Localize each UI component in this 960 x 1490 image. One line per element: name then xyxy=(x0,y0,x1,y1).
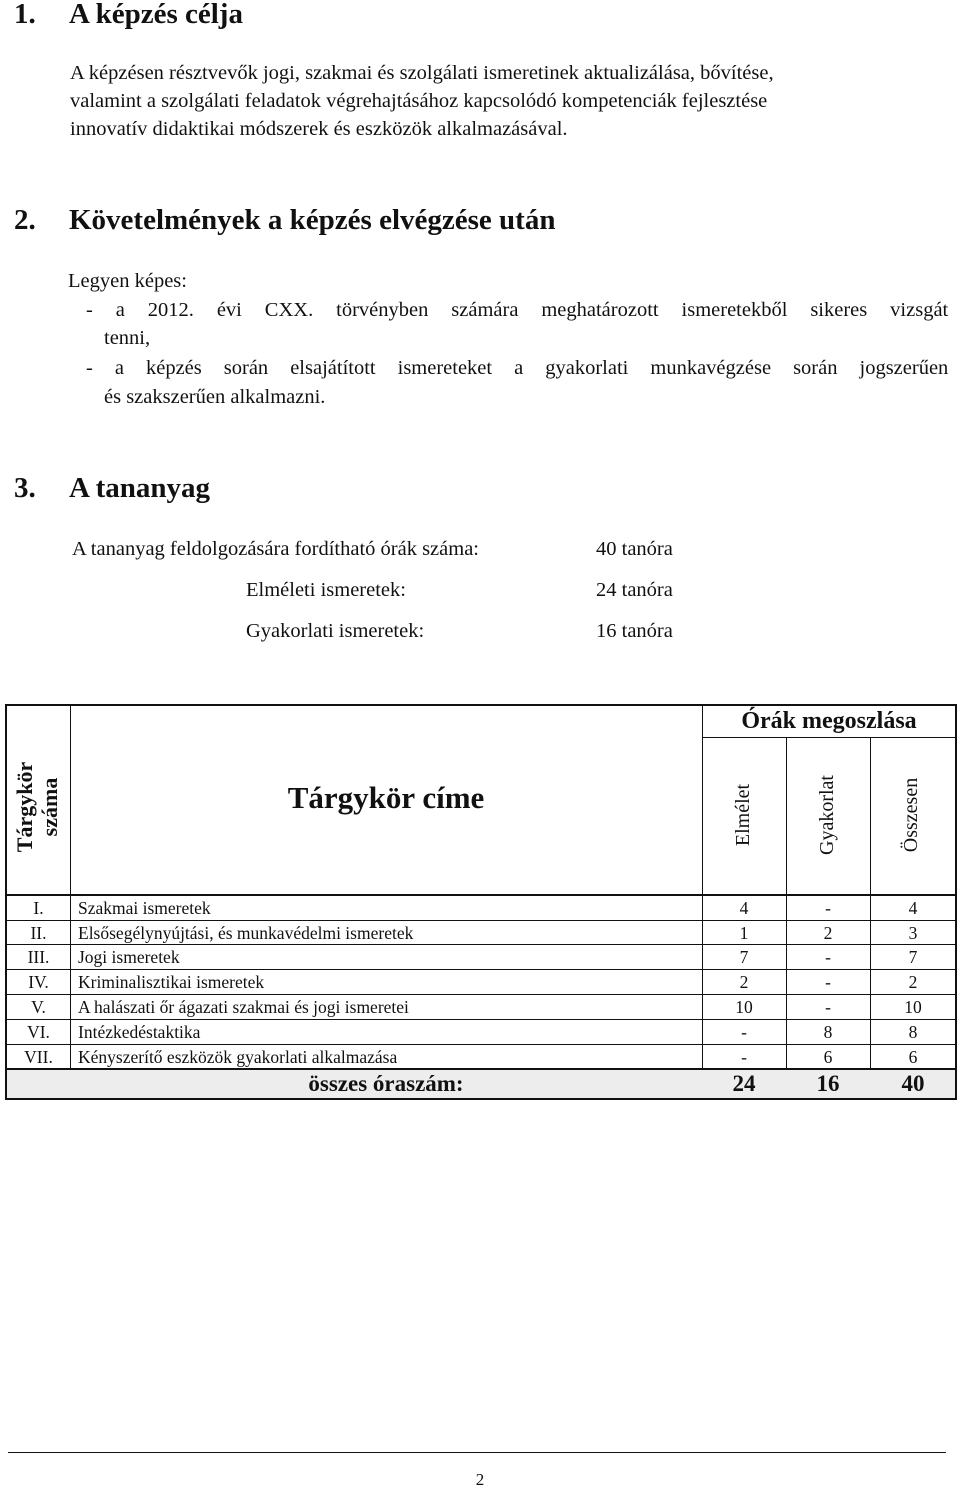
section-2-item-2-line-1: - a képzés során elsajátított ismereteket a gyakorlati munkavégzése során jogszerűen xyxy=(86,357,949,379)
row-title: Elsősegélynyújtási, és munkavédelmi ismeretek xyxy=(78,923,414,943)
row-title: Jogi ismeretek xyxy=(78,947,180,967)
hours-total-label: A tananyag feldolgozására fordítható órák száma: xyxy=(72,538,479,560)
row-total: 6 xyxy=(908,1047,918,1067)
row-number: VI. xyxy=(27,1022,50,1042)
section-3-title: A tananyag xyxy=(69,472,211,504)
header-theory: Elmélet xyxy=(732,783,754,847)
row-practice: - xyxy=(825,898,831,918)
row-title: Kriminalisztikai ismeretek xyxy=(78,972,265,992)
section-1-line-2: valamint a szolgálati feladatok végrehajtásához kapcsolódó kompetenciák fejlesztése xyxy=(70,90,768,112)
table-header-bottom-line xyxy=(5,894,957,896)
table-row-line xyxy=(5,1044,957,1045)
hours-theory-value: 24 tanóra xyxy=(596,579,673,601)
total-label: összes óraszám: xyxy=(308,1071,464,1096)
row-number: I. xyxy=(33,898,44,918)
section-1-title: A képzés célja xyxy=(69,0,243,30)
table-row-line xyxy=(5,1019,957,1020)
row-theory: - xyxy=(741,1022,747,1042)
section-3-heading xyxy=(14,472,211,505)
header-topic-number xyxy=(12,742,62,872)
header-topic-number-line-2: száma xyxy=(37,777,62,837)
header-hours-distribution: Órák megoszlása xyxy=(741,708,917,734)
row-theory: 10 xyxy=(735,997,753,1017)
header-topic-title: Tárgykör címe xyxy=(287,780,485,815)
total-practice: 16 xyxy=(816,1071,840,1096)
hours-theory-label: Elméleti ismeretek: xyxy=(246,579,406,601)
row-total: 3 xyxy=(908,923,918,943)
table-hours-header-line xyxy=(702,737,956,738)
row-practice: 6 xyxy=(823,1047,833,1067)
table-row-line xyxy=(5,969,957,970)
table-row-line xyxy=(5,944,957,945)
section-1-line-3: innovatív didaktikai módszerek és eszközök alkalmazásával. xyxy=(70,118,568,140)
row-number: VII. xyxy=(24,1047,53,1067)
row-theory: 4 xyxy=(739,898,749,918)
row-total: 2 xyxy=(908,972,918,992)
row-number: V. xyxy=(31,997,46,1017)
table-col-divider-1 xyxy=(70,704,71,1100)
section-2-number: 2. xyxy=(14,204,36,236)
section-1-line-1: A képzésen résztvevők jogi, szakmai és szolgálati ismeretinek aktualizálása, bővítése, xyxy=(70,62,774,84)
header-total: Összesen xyxy=(900,777,922,853)
row-practice: 8 xyxy=(823,1022,833,1042)
row-practice: - xyxy=(825,947,831,967)
table-row-line xyxy=(5,994,957,995)
footer-divider xyxy=(8,1452,946,1453)
row-theory: - xyxy=(741,1047,747,1067)
row-total: 8 xyxy=(908,1022,918,1042)
hours-total-value: 40 tanóra xyxy=(596,538,673,560)
table-row-line xyxy=(5,920,957,921)
hours-practice-value: 16 tanóra xyxy=(596,620,673,642)
section-2-item-1-line-2: tenni, xyxy=(104,327,151,349)
row-title: Intézkedéstaktika xyxy=(78,1022,201,1042)
header-practice: Gyakorlat xyxy=(816,775,838,855)
row-number: IV. xyxy=(28,972,49,992)
row-number: III. xyxy=(27,947,50,967)
total-total: 40 xyxy=(901,1071,925,1096)
section-1-number: 1. xyxy=(14,0,36,30)
row-title: Kényszerítő eszközök gyakorlati alkalmazása xyxy=(78,1047,398,1067)
header-topic-number-line-1: Tárgykör xyxy=(12,761,37,853)
row-practice: 2 xyxy=(823,923,833,943)
section-1-heading xyxy=(14,0,243,31)
row-title: Szakmai ismeretek xyxy=(78,898,211,918)
section-2-item-1-line-1: - a 2012. évi CXX. törvényben számára meghatározott ismeretekből sikeres vizsgát xyxy=(86,299,949,321)
row-title: A halászati őr ágazati szakmai és jogi ismeretei xyxy=(78,997,409,1017)
row-number: II. xyxy=(30,923,47,943)
section-2-item-2-line-2: és szakszerűen alkalmazni. xyxy=(104,386,326,408)
row-total: 7 xyxy=(908,947,918,967)
row-practice: - xyxy=(825,972,831,992)
row-theory: 1 xyxy=(739,923,749,943)
row-theory: 7 xyxy=(739,947,749,967)
page-number: 2 xyxy=(475,1470,485,1489)
hours-practice-label: Gyakorlati ismeretek: xyxy=(246,620,425,642)
row-total: 10 xyxy=(904,997,922,1017)
section-2-heading xyxy=(14,204,556,237)
total-theory: 24 xyxy=(732,1071,756,1096)
row-total: 4 xyxy=(908,898,918,918)
section-2-intro: Legyen képes: xyxy=(68,270,187,292)
row-practice: - xyxy=(825,997,831,1017)
section-3-number: 3. xyxy=(14,472,36,504)
row-theory: 2 xyxy=(739,972,749,992)
section-2-title: Követelmények a képzés elvégzése után xyxy=(69,204,556,236)
